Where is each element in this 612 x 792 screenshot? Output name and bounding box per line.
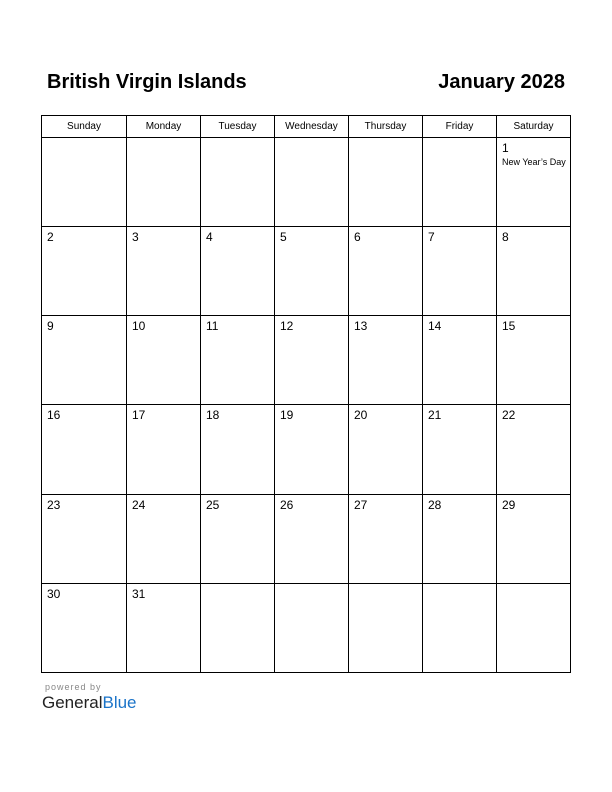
day-cell <box>275 316 349 405</box>
day-cell <box>497 227 571 316</box>
day-cell <box>423 405 497 494</box>
day-number: 5 <box>280 230 287 245</box>
day-number <box>42 138 126 141</box>
day-cell <box>275 583 349 672</box>
day-cell <box>127 494 201 583</box>
day-cell <box>275 227 349 316</box>
day-cell <box>275 494 349 583</box>
day-number <box>127 138 200 141</box>
day-number: 4 <box>206 230 213 245</box>
week-row <box>42 227 571 316</box>
day-number: 10 <box>132 319 146 334</box>
weekday-header-row <box>42 116 571 138</box>
week-row <box>42 405 571 494</box>
day-cell <box>497 405 571 494</box>
day-cell <box>127 138 201 227</box>
day-number <box>201 138 274 141</box>
weekday-wednesday: Wednesday <box>275 116 349 138</box>
day-number: 1 <box>502 141 509 155</box>
day-number: 16 <box>47 408 61 423</box>
week-row <box>42 138 571 227</box>
day-number: 22 <box>502 408 516 423</box>
day-cell <box>42 494 127 583</box>
day-number: 9 <box>47 319 54 334</box>
day-cell <box>42 316 127 405</box>
day-number: 30 <box>47 586 61 601</box>
day-number: 20 <box>354 408 368 423</box>
generalblue-logo[interactable] <box>42 693 137 713</box>
day-number: 21 <box>428 408 442 423</box>
day-number: 27 <box>354 497 368 512</box>
weekday-sunday: Sunday <box>42 116 127 138</box>
day-number: 14 <box>428 319 442 334</box>
day-cell <box>201 405 275 494</box>
calendar-month-title: January 2028 <box>438 71 565 93</box>
day-number: 7 <box>428 230 435 245</box>
day-number <box>423 584 496 587</box>
day-number: 19 <box>280 408 294 423</box>
day-number: 11 <box>206 319 219 334</box>
day-cell <box>275 405 349 494</box>
day-cell <box>497 583 571 672</box>
day-cell <box>423 227 497 316</box>
powered-by-label: powered by <box>45 682 102 692</box>
day-cell <box>497 316 571 405</box>
day-cell <box>42 138 127 227</box>
day-cell <box>201 138 275 227</box>
day-number: 29 <box>502 497 516 512</box>
day-cell <box>127 583 201 672</box>
day-number: 12 <box>280 319 294 334</box>
day-cell <box>423 316 497 405</box>
day-cell <box>497 138 571 227</box>
day-cell <box>201 227 275 316</box>
day-cell <box>127 316 201 405</box>
calendar-country-title: British Virgin Islands <box>47 71 247 93</box>
day-cell <box>42 405 127 494</box>
day-number: 25 <box>206 497 220 512</box>
day-number: 13 <box>354 319 368 334</box>
day-cell <box>349 405 423 494</box>
weekday-saturday: Saturday <box>497 116 571 138</box>
week-row <box>42 316 571 405</box>
day-cell <box>423 138 497 227</box>
day-number <box>423 138 496 141</box>
day-number: 8 <box>502 230 509 245</box>
day-number: 18 <box>206 408 220 423</box>
day-number <box>201 584 274 587</box>
weekday-thursday: Thursday <box>349 116 423 138</box>
weekday-tuesday: Tuesday <box>201 116 275 138</box>
weekday-monday: Monday <box>127 116 201 138</box>
day-number: 17 <box>132 408 146 423</box>
holiday-label: New Year’s Day <box>502 157 566 167</box>
day-number: 6 <box>354 230 361 245</box>
day-cell <box>349 227 423 316</box>
brand-blue-text: Blue <box>102 693 137 712</box>
day-cell <box>127 227 201 316</box>
day-cell <box>349 583 423 672</box>
day-cell <box>349 316 423 405</box>
day-number: 28 <box>428 497 442 512</box>
week-row <box>42 494 571 583</box>
weekday-friday: Friday <box>423 116 497 138</box>
day-number: 15 <box>502 319 516 334</box>
day-cell <box>423 494 497 583</box>
day-cell <box>275 138 349 227</box>
day-cell <box>201 316 275 405</box>
day-number: 26 <box>280 497 294 512</box>
day-number <box>349 584 422 587</box>
day-cell <box>497 494 571 583</box>
day-number: 23 <box>47 497 61 512</box>
day-cell <box>201 494 275 583</box>
day-cell <box>349 138 423 227</box>
day-cell <box>349 494 423 583</box>
day-cell <box>201 583 275 672</box>
day-number <box>275 584 348 587</box>
day-number: 31 <box>132 586 146 601</box>
day-number: 3 <box>132 230 139 245</box>
day-cell <box>423 583 497 672</box>
day-number <box>497 584 570 587</box>
day-cell <box>127 405 201 494</box>
week-row <box>42 583 571 672</box>
day-number: 2 <box>47 230 54 245</box>
brand-general-text: General <box>42 693 103 712</box>
day-cell <box>42 227 127 316</box>
day-cell <box>42 583 127 672</box>
day-number: 24 <box>132 497 146 512</box>
calendar-grid <box>41 115 571 673</box>
day-number <box>275 138 348 141</box>
day-number <box>349 138 422 141</box>
